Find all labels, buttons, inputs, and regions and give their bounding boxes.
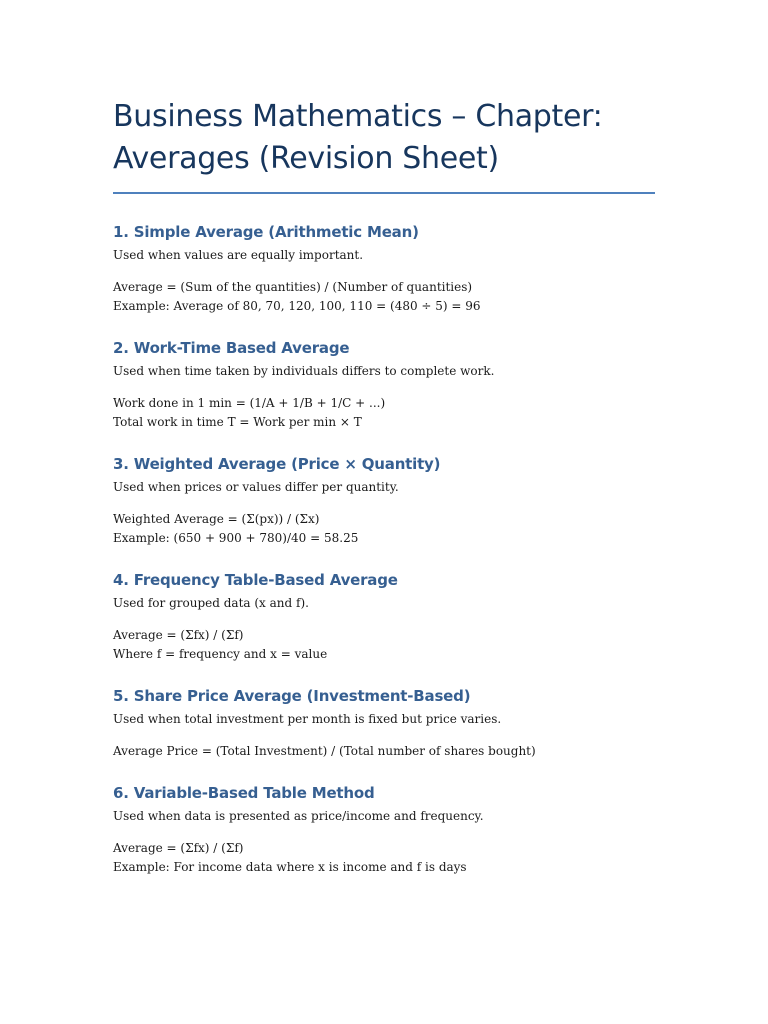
formula-line: Total work in time T = Work per min × T xyxy=(113,415,362,429)
section-heading: 4. Frequency Table-Based Average xyxy=(113,571,398,589)
example-line: Example: Average of 80, 70, 120, 100, 110 = (480 ÷ 5) = 96 xyxy=(113,299,481,313)
title-line-2: Averages (Revision Sheet) xyxy=(113,141,499,176)
section-variable-table-method xyxy=(113,782,655,877)
section-description: Used when total investment per month is fixed but price varies. xyxy=(113,712,502,726)
formula-line: Average = (Sum of the quantities) / (Number of quantities) xyxy=(113,280,473,294)
section-heading: 3. Weighted Average (Price × Quantity) xyxy=(113,455,441,473)
title-line-1: Business Mathematics – Chapter: xyxy=(113,99,603,134)
section-description: Used when prices or values differ per quantity. xyxy=(113,480,399,494)
example-line: Example: For income data where x is income and f is days xyxy=(113,860,467,874)
document-page xyxy=(113,96,655,898)
formula-line: Work done in 1 min = (1/A + 1/B + 1/C + ...) xyxy=(113,396,386,410)
formula-line: Average = (Σfx) / (Σf) xyxy=(113,841,244,855)
section-description: Used for grouped data (x and f). xyxy=(113,596,309,610)
section-share-price-average xyxy=(113,685,655,761)
formula-line: Average = (Σfx) / (Σf) xyxy=(113,628,244,642)
document-title xyxy=(113,96,655,180)
formula-line: Where f = frequency and x = value xyxy=(113,647,328,661)
section-frequency-table-average xyxy=(113,569,655,664)
example-line: Example: (650 + 900 + 780)/40 = 58.25 xyxy=(113,531,359,545)
section-simple-average xyxy=(113,221,655,316)
section-heading: 5. Share Price Average (Investment-Based) xyxy=(113,687,471,705)
section-heading: 6. Variable-Based Table Method xyxy=(113,784,375,802)
sections-container xyxy=(113,221,655,877)
section-description: Used when time taken by individuals differs to complete work. xyxy=(113,364,495,378)
formula-line: Average Price = (Total Investment) / (Total number of shares bought) xyxy=(113,744,536,758)
section-heading: 1. Simple Average (Arithmetic Mean) xyxy=(113,223,419,241)
section-heading: 2. Work-Time Based Average xyxy=(113,339,350,357)
section-description: Used when data is presented as price/income and frequency. xyxy=(113,809,484,823)
title-divider xyxy=(113,192,655,194)
section-description: Used when values are equally important. xyxy=(113,248,364,262)
section-work-time-average xyxy=(113,337,655,432)
section-weighted-average xyxy=(113,453,655,548)
formula-line: Weighted Average = (Σ(px)) / (Σx) xyxy=(113,512,320,526)
